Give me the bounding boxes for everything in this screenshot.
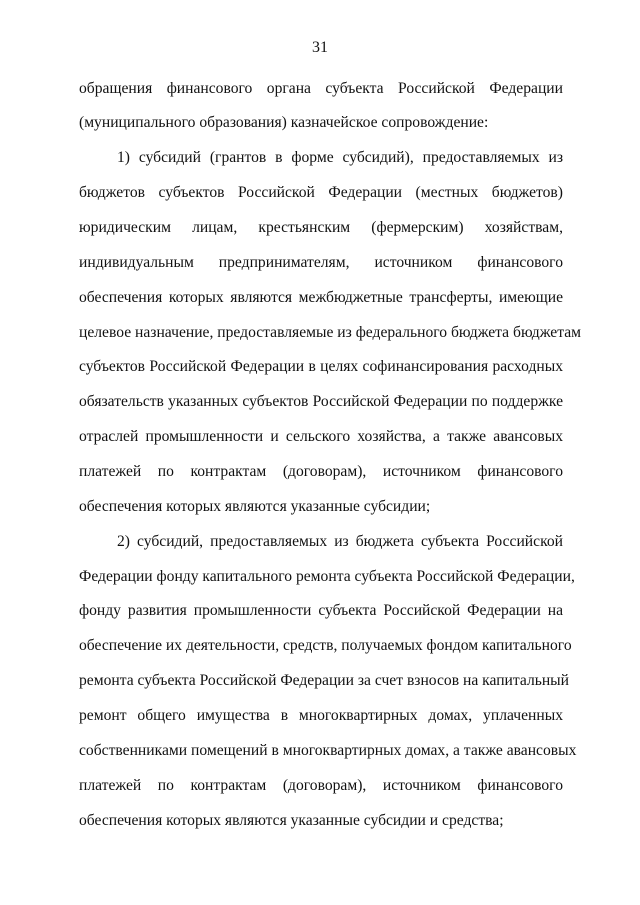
text-line: платежей по контрактам (договорам), источником финансового (79, 463, 563, 480)
text-line: целевое назначение, предоставляемые из федерального бюджета бюджетам (79, 324, 582, 341)
text-line: собственниками помещений в многоквартирных домах, а также авансовых (79, 742, 577, 759)
text-line: юридическим лицам, крестьянским (фермерским) хозяйствам, (79, 219, 563, 236)
text-line: обеспечения которых являются указанные субсидии и средства; (79, 812, 504, 829)
text-line: платежей по контрактам (договорам), источником финансового (79, 777, 563, 794)
text-line: бюджетов субъектов Российской Федерации (местных бюджетов) (79, 184, 563, 201)
text-line: ремонта субъекта Российской Федерации за счет взносов на капитальный (79, 672, 570, 689)
text-line: ремонт общего имущества в многоквартирных домах, уплаченных (79, 707, 563, 724)
text-line: Федерации фонду капитального ремонта субъекта Российской Федерации, (79, 568, 575, 585)
text-line: фонду развития промышленности субъекта Российской Федерации на (79, 602, 563, 619)
text-line: обеспечения которых являются указанные субсидии; (79, 498, 431, 515)
list-item-2-line: 2) субсидий, предоставляемых из бюджета субъекта Российской (117, 533, 563, 550)
text-line: отраслей промышленности и сельского хозяйства, а также авансовых (79, 428, 563, 445)
text-line: обеспечения которых являются межбюджетные трансферты, имеющие (79, 289, 563, 306)
list-item-1-line: 1) субсидий (грантов в форме субсидий), предоставляемых из (117, 149, 563, 166)
text-line: индивидуальным предпринимателям, источником финансового (79, 254, 563, 271)
text-line: субъектов Российской Федерации в целях софинансирования расходных (79, 358, 563, 375)
page-number: 31 (312, 39, 328, 56)
text-line: обязательств указанных субъектов Российской Федерации по поддержке (79, 393, 563, 410)
text-line: обеспечение их деятельности, средств, получаемых фондом капитального (79, 637, 572, 654)
text-line: обращения финансового органа субъекта Российской Федерации (79, 80, 563, 97)
text-line: (муниципального образования) казначейское сопровождение: (79, 114, 489, 131)
